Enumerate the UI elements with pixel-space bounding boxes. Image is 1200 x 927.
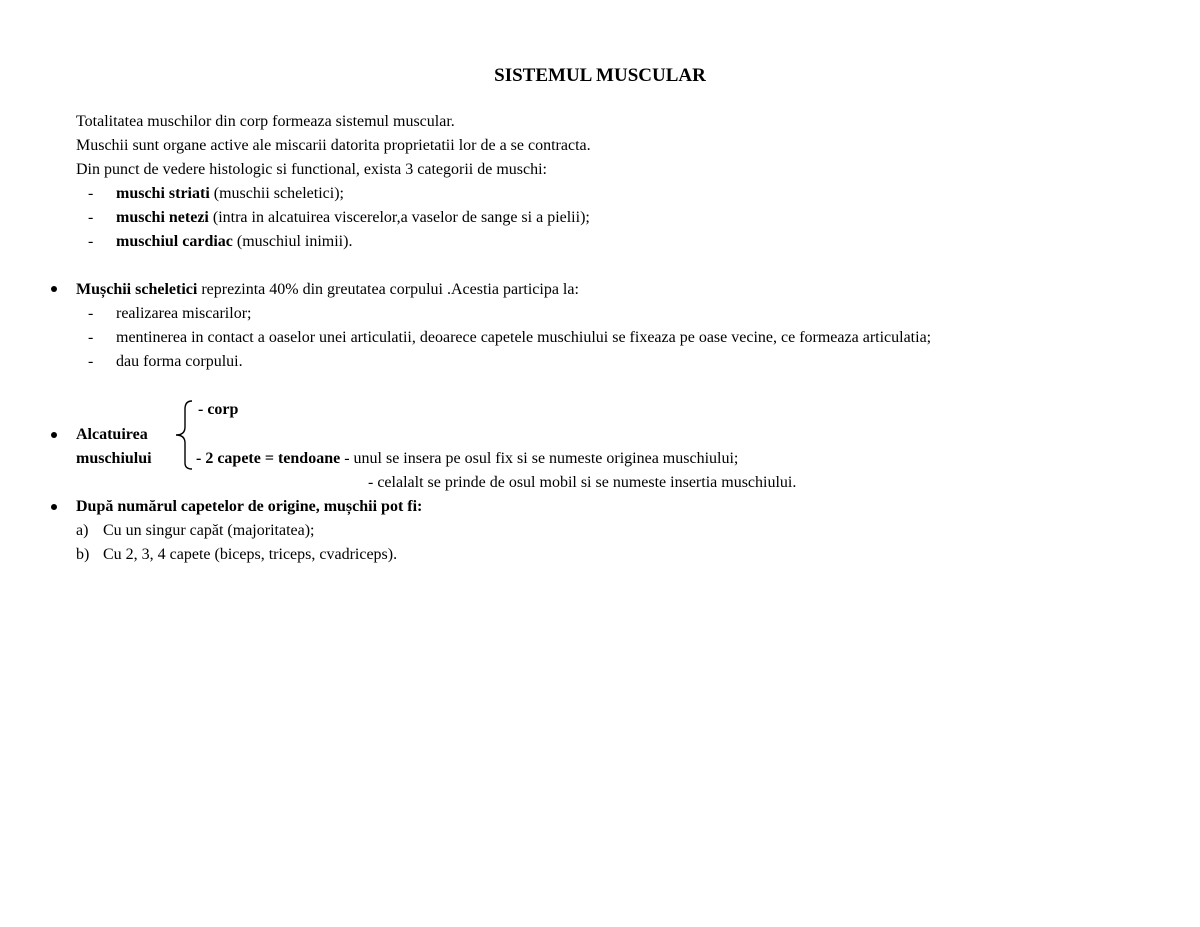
section-alcatuire-label-2: muschiului [76,450,152,467]
bullet-icon [51,504,57,510]
dash-marker: - [88,305,94,322]
intro-line-3: Din punct de vedere histologic si functional, exista 3 categorii de muschi: [76,161,547,178]
bullet-icon [51,286,57,292]
dash-marker: - [88,233,94,250]
section-scheletici-bold: Mușchii scheletici [76,281,198,298]
list-item-category [116,208,590,228]
section-alcatuire-label-1: Alcatuirea [76,426,148,443]
dash-marker: - [88,185,94,202]
intro-line-1: Totalitatea muschilor din corp formeaza sistemul muscular. [76,113,455,130]
category-desc: (muschii scheletici); [209,185,344,202]
list-item: dau forma corpului. [116,353,243,370]
category-name: muschi striati [116,185,210,202]
list-item: Cu 2, 3, 4 capete (biceps, triceps, cvadriceps). [103,546,398,563]
part-capete-rest: - unul se insera pe osul fix si se numeste originea muschiului; [340,450,739,467]
list-marker: a) [76,522,89,539]
part-capete-cont: - celalalt se prinde de osul mobil si se numeste insertia muschiului. [368,474,797,491]
dash-marker: - [88,329,94,346]
section-capete-heading: După numărul capetelor de origine, mușchii pot fi: [76,498,423,515]
list-item: mentinerea in contact a oaselor unei articulatii, deoarece capetele muschiului se fixeaza pe oase vecine, ce formeaza articulatia; [116,329,932,346]
intro-line-2: Muschii sunt organe active ale miscarii datorita proprietatii lor de a se contracta. [76,137,591,154]
list-item-category [116,232,352,252]
bullet-icon [51,432,57,438]
list-item: realizarea miscarilor; [116,305,252,322]
category-name: muschiul cardiac [116,233,233,250]
section-scheletici-heading [76,280,579,300]
part-capete-bold: - 2 capete = tendoane [196,450,341,467]
page-title: SISTEMUL MUSCULAR [494,65,706,86]
list-item: Cu un singur capăt (majoritatea); [103,522,315,539]
dash-marker: - [88,209,94,226]
dash-marker: - [88,353,94,370]
category-desc: (muschiul inimii). [232,233,353,250]
category-name: muschi netezi [116,209,209,226]
part-corp: - corp [198,401,239,418]
list-item-category [116,184,344,204]
part-capete-line [196,449,738,469]
list-marker: b) [76,546,90,563]
section-scheletici-rest: reprezinta 40% din greutatea corpului .Acestia participa la: [197,281,579,298]
category-desc: (intra in alcatuirea viscerelor,a vaselor de sange si a pielii); [208,209,590,226]
